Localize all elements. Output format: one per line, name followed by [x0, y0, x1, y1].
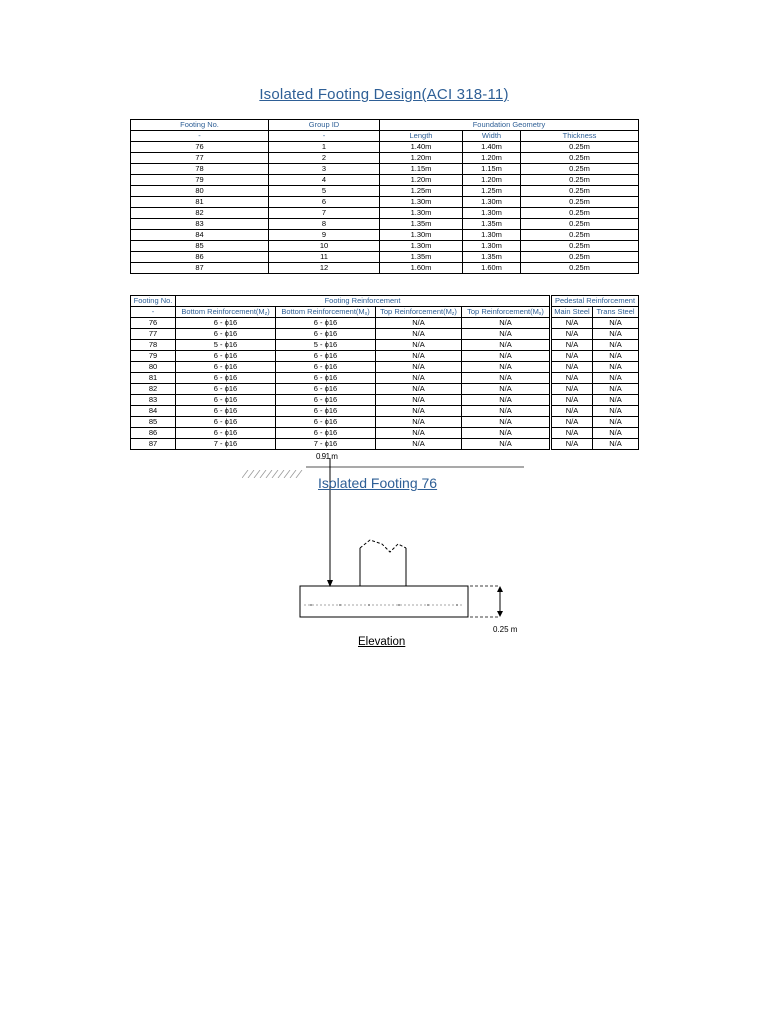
width-cell: 1.20m — [463, 153, 521, 164]
bottom-mz-cell: 6 - ϕ16 — [176, 373, 276, 384]
top-mx-cell: N/A — [462, 395, 550, 406]
subscript: z — [264, 310, 268, 317]
main-steel-cell: N/A — [552, 384, 593, 395]
group-id-cell: 9 — [269, 230, 380, 241]
group-id-header: Group ID — [269, 120, 380, 131]
bottom-reinforcement-mx-header: Bottom $Reinforcement(M_x)$ — [276, 307, 376, 318]
bottom-mz-cell: 6 - ϕ16 — [176, 428, 276, 439]
bottom-mz-cell: 6 - ϕ16 — [176, 406, 276, 417]
group-id-cell: 1 — [269, 142, 380, 153]
top-reinforcement-mz-header: Top $Reinforcement(M_z)$ — [376, 307, 462, 318]
footing-no-cell: 80 — [131, 362, 176, 373]
bottom-mx-cell: 6 - ϕ16 — [276, 428, 376, 439]
footing-no-cell: 86 — [131, 252, 269, 263]
group-id-cell: 2 — [269, 153, 380, 164]
length-header: Length — [380, 131, 463, 142]
footing-no-cell: 76 — [131, 318, 176, 329]
page-title: Isolated Footing Design(ACI 318-11) — [259, 86, 509, 103]
top-mx-cell: N/A — [462, 318, 550, 329]
length-cell: 1.30m — [380, 197, 463, 208]
main-steel-cell: N/A — [552, 318, 593, 329]
footing-no-header: Footing No. — [131, 120, 269, 131]
top-mx-cell: N/A — [462, 417, 550, 428]
thickness-cell: 0.25m — [521, 219, 639, 230]
subscript: z — [451, 310, 455, 317]
width-cell: 1.30m — [463, 230, 521, 241]
bottom-mx-cell: 6 - ϕ16 — [276, 373, 376, 384]
footing-no-cell: 81 — [131, 373, 176, 384]
trans-steel-cell: N/A — [593, 329, 639, 340]
top-mx-cell: N/A — [462, 406, 550, 417]
length-cell: 1.35m — [380, 252, 463, 263]
footing-no-cell: 82 — [131, 208, 269, 219]
bottom-mx-cell: 6 - ϕ16 — [276, 362, 376, 373]
top-mx-cell: N/A — [462, 340, 550, 351]
pedestal-reinforcement-header: Pedestal Reinforcement — [552, 296, 639, 307]
main-steel-cell: N/A — [552, 362, 593, 373]
footing-no-cell: 84 — [131, 406, 176, 417]
footing-no-header: Footing No. — [131, 296, 176, 307]
length-cell: 1.20m — [380, 153, 463, 164]
length-cell: 1.30m — [380, 230, 463, 241]
main-steel-cell: N/A — [552, 417, 593, 428]
footing-reinforcement-header: Footing Reinforcement — [176, 296, 550, 307]
length-cell: 1.60m — [380, 263, 463, 274]
footing-no-cell: 80 — [131, 186, 269, 197]
header-text: Bottom Reinforcement(M — [181, 306, 265, 316]
thickness-cell: 0.25m — [521, 153, 639, 164]
group-id-cell: 6 — [269, 197, 380, 208]
bottom-mx-cell: 5 - ϕ16 — [276, 340, 376, 351]
bottom-reinforcement-mz-header: Bottom $Reinforcement(M_z)$ — [176, 307, 276, 318]
length-cell: 1.40m — [380, 142, 463, 153]
thickness-cell: 0.25m — [521, 142, 639, 153]
width-cell: 1.35m — [463, 219, 521, 230]
footing-no-cell: 81 — [131, 197, 269, 208]
trans-steel-cell: N/A — [593, 340, 639, 351]
footing-no-cell: 82 — [131, 384, 176, 395]
top-mz-cell: N/A — [376, 439, 462, 450]
header-text: Bottom Reinforcement(M — [281, 306, 365, 316]
top-mz-cell: N/A — [376, 428, 462, 439]
group-id-cell: 8 — [269, 219, 380, 230]
trans-steel-cell: N/A — [593, 384, 639, 395]
thickness-cell: 0.25m — [521, 263, 639, 274]
top-mx-cell: N/A — [462, 351, 550, 362]
foundation-geometry-header: Foundation Geometry — [380, 120, 639, 131]
group-id-unit: - — [269, 131, 380, 142]
group-id-cell: 7 — [269, 208, 380, 219]
group-id-cell: 4 — [269, 175, 380, 186]
trans-steel-cell: N/A — [593, 406, 639, 417]
top-mz-cell: N/A — [376, 417, 462, 428]
top-mx-cell: N/A — [462, 439, 550, 450]
trans-steel-cell: N/A — [593, 362, 639, 373]
bottom-mz-cell: 6 - ϕ16 — [176, 318, 276, 329]
subscript: x — [364, 310, 368, 317]
top-mz-cell: N/A — [376, 406, 462, 417]
trans-steel-cell: N/A — [593, 351, 639, 362]
top-mz-cell: N/A — [376, 340, 462, 351]
bottom-mx-cell: 6 - ϕ16 — [276, 318, 376, 329]
length-cell: 1.35m — [380, 219, 463, 230]
bottom-mx-cell: 6 - ϕ16 — [276, 395, 376, 406]
main-steel-cell: N/A — [552, 329, 593, 340]
width-cell: 1.60m — [463, 263, 521, 274]
length-cell: 1.20m — [380, 175, 463, 186]
thickness-arrow-head — [497, 611, 503, 617]
width-cell: 1.30m — [463, 241, 521, 252]
trans-steel-cell: N/A — [593, 428, 639, 439]
bottom-mz-cell: 6 - ϕ16 — [176, 329, 276, 340]
thickness-cell: 0.25m — [521, 164, 639, 175]
thickness-dimension-label: 0.25 m — [493, 625, 518, 634]
footing-no-cell: 87 — [131, 263, 269, 274]
footing-no-cell: 83 — [131, 395, 176, 406]
thickness-cell: 0.25m — [521, 186, 639, 197]
footing-no-cell: 77 — [131, 329, 176, 340]
thickness-cell: 0.25m — [521, 241, 639, 252]
footing-no-cell: 78 — [131, 340, 176, 351]
thickness-cell: 0.25m — [521, 175, 639, 186]
top-mz-cell: N/A — [376, 351, 462, 362]
footing-no-cell: 85 — [131, 417, 176, 428]
thickness-header: Thickness — [521, 131, 639, 142]
group-id-cell: 11 — [269, 252, 380, 263]
main-steel-cell: N/A — [552, 439, 593, 450]
footing-no-unit: - — [131, 131, 269, 142]
top-mz-cell: N/A — [376, 329, 462, 340]
footing-no-cell: 77 — [131, 153, 269, 164]
top-mz-cell: N/A — [376, 318, 462, 329]
footing-no-cell: 79 — [131, 351, 176, 362]
width-cell: 1.30m — [463, 197, 521, 208]
length-cell: 1.30m — [380, 208, 463, 219]
footing-no-cell: 78 — [131, 164, 269, 175]
footing-outline — [300, 586, 468, 617]
header-text: Top Reinforcement(M — [467, 306, 539, 316]
top-mz-cell: N/A — [376, 373, 462, 384]
trans-steel-cell: N/A — [593, 373, 639, 384]
top-mx-cell: N/A — [462, 384, 550, 395]
main-steel-cell: N/A — [552, 340, 593, 351]
bottom-mx-cell: 7 - ϕ16 — [276, 439, 376, 450]
elevation-label: Elevation — [358, 636, 406, 648]
thickness-arrow-head — [497, 586, 503, 592]
group-id-cell: 12 — [269, 263, 380, 274]
bottom-mx-cell: 6 - ϕ16 — [276, 406, 376, 417]
top-mz-cell: N/A — [376, 395, 462, 406]
width-cell: 1.40m — [463, 142, 521, 153]
length-cell: 1.15m — [380, 164, 463, 175]
pedestal-break-line — [360, 540, 406, 552]
bottom-mz-cell: 6 - ϕ16 — [176, 384, 276, 395]
width-cell: 1.15m — [463, 164, 521, 175]
main-steel-cell: N/A — [552, 395, 593, 406]
width-cell: 1.30m — [463, 208, 521, 219]
footing-no-cell: 79 — [131, 175, 269, 186]
bottom-mz-cell: 7 - ϕ16 — [176, 439, 276, 450]
width-cell: 1.20m — [463, 175, 521, 186]
length-cell: 1.25m — [380, 186, 463, 197]
trans-steel-cell: N/A — [593, 318, 639, 329]
thickness-cell: 0.25m — [521, 230, 639, 241]
top-mx-cell: N/A — [462, 373, 550, 384]
trans-steel-header: Trans Steel — [593, 307, 639, 318]
footing-no-unit: - — [131, 307, 176, 318]
footing-no-cell: 76 — [131, 142, 269, 153]
main-steel-cell: N/A — [552, 373, 593, 384]
group-id-cell: 3 — [269, 164, 380, 175]
footing-no-cell: 86 — [131, 428, 176, 439]
main-steel-cell: N/A — [552, 428, 593, 439]
main-steel-header: Main Steel — [552, 307, 593, 318]
top-mx-cell: N/A — [462, 329, 550, 340]
top-mz-cell: N/A — [376, 362, 462, 373]
trans-steel-cell: N/A — [593, 417, 639, 428]
footing-no-cell: 85 — [131, 241, 269, 252]
bottom-mx-cell: 6 - ϕ16 — [276, 384, 376, 395]
depth-dimension-label: 0.91 m — [316, 452, 338, 461]
top-mx-cell: N/A — [462, 428, 550, 439]
bottom-mz-cell: 5 - ϕ16 — [176, 340, 276, 351]
top-reinforcement-mx-header: Top $Reinforcement(M_x)$ — [462, 307, 550, 318]
trans-steel-cell: N/A — [593, 395, 639, 406]
bottom-mx-cell: 6 - ϕ16 — [276, 351, 376, 362]
bottom-mx-cell: 6 - ϕ16 — [276, 417, 376, 428]
header-text: Top Reinforcement(M — [380, 306, 452, 316]
bottom-mx-cell: 6 - ϕ16 — [276, 329, 376, 340]
top-mx-cell: N/A — [462, 362, 550, 373]
section-title: Isolated Footing 76 — [318, 475, 438, 491]
group-id-cell: 10 — [269, 241, 380, 252]
thickness-cell: 0.25m — [521, 252, 639, 263]
footing-no-cell: 83 — [131, 219, 269, 230]
main-steel-cell: N/A — [552, 406, 593, 417]
length-cell: 1.30m — [380, 241, 463, 252]
bottom-mz-cell: 6 - ϕ16 — [176, 395, 276, 406]
top-mz-cell: N/A — [376, 384, 462, 395]
width-cell: 1.35m — [463, 252, 521, 263]
thickness-cell: 0.25m — [521, 197, 639, 208]
trans-steel-cell: N/A — [593, 439, 639, 450]
thickness-cell: 0.25m — [521, 208, 639, 219]
main-steel-cell: N/A — [552, 351, 593, 362]
footing-no-cell: 87 — [131, 439, 176, 450]
bottom-mz-cell: 6 - ϕ16 — [176, 417, 276, 428]
bottom-mz-cell: 6 - ϕ16 — [176, 362, 276, 373]
footing-no-cell: 84 — [131, 230, 269, 241]
width-cell: 1.25m — [463, 186, 521, 197]
bottom-mz-cell: 6 - ϕ16 — [176, 351, 276, 362]
width-header: Width — [463, 131, 521, 142]
subscript: x — [538, 310, 542, 317]
group-id-cell: 5 — [269, 186, 380, 197]
